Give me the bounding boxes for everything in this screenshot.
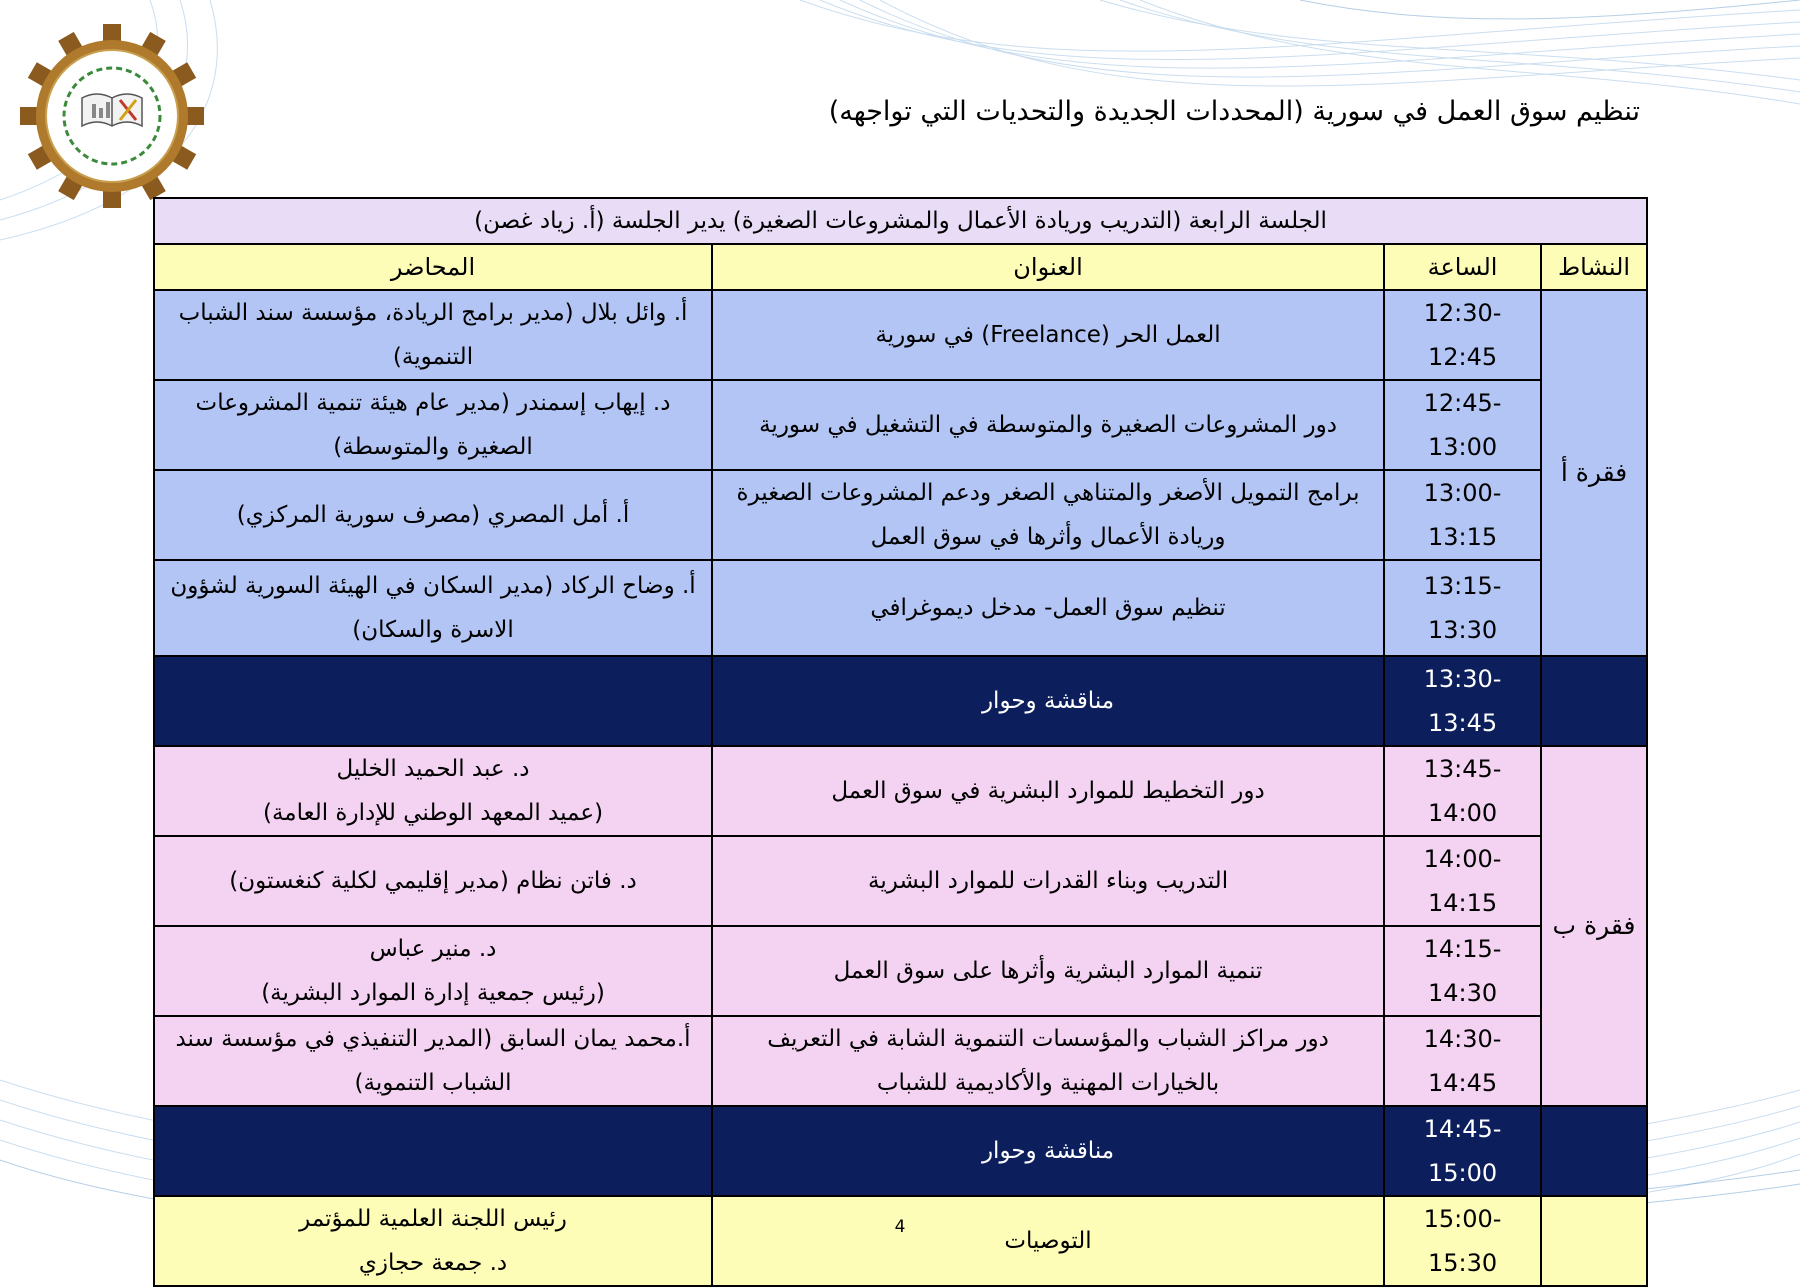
document-title: تنظيم سوق العمل في سورية (المحددات الجديدة والتحديات التي تواجهه) — [828, 96, 1640, 127]
table-row — [154, 470, 1647, 560]
table-row — [154, 926, 1647, 1016]
speaker-name: د. جمعة حجازي — [358, 1250, 508, 1276]
time-cell: 12:30-12:45 — [1384, 290, 1541, 380]
column-header-row — [154, 244, 1647, 290]
time-cell: 12:45-13:00 — [1384, 380, 1541, 470]
speaker-role: (عميد المعهد الوطني للإدارة العامة) — [262, 800, 604, 826]
recommendations-activity-cell — [1541, 1196, 1647, 1286]
speaker-name: د. عبد الحميد الخليل — [336, 756, 530, 782]
session-title-row — [154, 198, 1647, 244]
table-row — [154, 290, 1647, 380]
time-cell: 13:00-13:15 — [1384, 470, 1541, 560]
column-header-speaker: المحاضر — [154, 244, 712, 290]
time-cell: 14:00-14:15 — [1384, 836, 1541, 926]
discussion-activity-cell — [1541, 656, 1647, 746]
recommendations-title: التوصيات — [712, 1196, 1384, 1286]
time-cell: 15:00-15:30 — [1384, 1196, 1541, 1286]
period-b-label: فقرة ب — [1541, 746, 1647, 1106]
column-header-time: الساعة — [1384, 244, 1541, 290]
union-logo — [20, 24, 204, 208]
title-cell: تنظيم سوق العمل- مدخل ديموغرافي — [712, 560, 1384, 656]
column-header-activity: النشاط — [1541, 244, 1647, 290]
speaker-cell — [154, 746, 712, 836]
discussion-row — [154, 1106, 1647, 1196]
speaker-name: د. منير عباس — [369, 936, 497, 962]
speaker-role: رئيس اللجنة العلمية للمؤتمر — [299, 1206, 567, 1232]
title-cell: التدريب وبناء القدرات للموارد البشرية — [712, 836, 1384, 926]
speaker-cell: أ.محمد يمان السابق (المدير التنفيذي في مؤسسة سند الشباب التنموية) — [154, 1016, 712, 1106]
title-cell: العمل الحر (Freelance) في سورية — [712, 290, 1384, 380]
discussion-label: مناقشة وحوار — [712, 656, 1384, 746]
time-cell: 13:45-14:00 — [1384, 746, 1541, 836]
discussion-row — [154, 656, 1647, 746]
discussion-activity-cell — [1541, 1106, 1647, 1196]
discussion-speaker-cell — [154, 656, 712, 746]
time-cell: 13:30-13:45 — [1384, 656, 1541, 746]
column-header-title: العنوان — [712, 244, 1384, 290]
discussion-label: مناقشة وحوار — [712, 1106, 1384, 1196]
time-cell: 14:30-14:45 — [1384, 1016, 1541, 1106]
session-schedule-table — [153, 197, 1648, 1287]
speaker-cell: د. إيهاب إسمندر (مدير عام هيئة تنمية المشروعات الصغيرة والمتوسطة) — [154, 380, 712, 470]
speaker-cell: أ. وضاح الركاد (مدير السكان في الهيئة السورية لشؤون الاسرة والسكان) — [154, 560, 712, 656]
discussion-speaker-cell — [154, 1106, 712, 1196]
session-title: الجلسة الرابعة (التدريب وريادة الأعمال والمشروعات الصغيرة) يدير الجلسة (أ. زياد غصن) — [154, 198, 1647, 244]
speaker-cell: أ. أمل المصري (مصرف سورية المركزي) — [154, 470, 712, 560]
time-cell: 13:15-13:30 — [1384, 560, 1541, 656]
table-row — [154, 1016, 1647, 1106]
title-cell: دور مراكز الشباب والمؤسسات التنموية الشابة في التعريف بالخيارات المهنية والأكاديمية للشباب — [712, 1016, 1384, 1106]
period-a-label: فقرة أ — [1541, 290, 1647, 656]
table-row — [154, 836, 1647, 926]
title-cell: دور المشروعات الصغيرة والمتوسطة في التشغيل في سورية — [712, 380, 1384, 470]
title-cell: تنمية الموارد البشرية وأثرها على سوق العمل — [712, 926, 1384, 1016]
time-cell: 14:15-14:30 — [1384, 926, 1541, 1016]
speaker-cell: أ. وائل بلال (مدير برامج الريادة، مؤسسة سند الشباب التنموية) — [154, 290, 712, 380]
time-cell: 14:45-15:00 — [1384, 1106, 1541, 1196]
speaker-role: (رئيس جمعية إدارة الموارد البشرية) — [261, 980, 605, 1006]
title-cell: برامج التمويل الأصغر والمتناهي الصغر ودعم المشروعات الصغيرة وريادة الأعمال وأثرها في سوق العمل — [712, 470, 1384, 560]
speaker-cell — [154, 1196, 712, 1286]
title-cell: دور التخطيط للموارد البشرية في سوق العمل — [712, 746, 1384, 836]
table-row — [154, 746, 1647, 836]
table-row — [154, 380, 1647, 470]
speaker-cell — [154, 926, 712, 1016]
table-row — [154, 560, 1647, 656]
recommendations-row — [154, 1196, 1647, 1286]
speaker-cell: د. فاتن نظام (مدير إقليمي لكلية كنغستون) — [154, 836, 712, 926]
page-number: 4 — [894, 1217, 906, 1237]
